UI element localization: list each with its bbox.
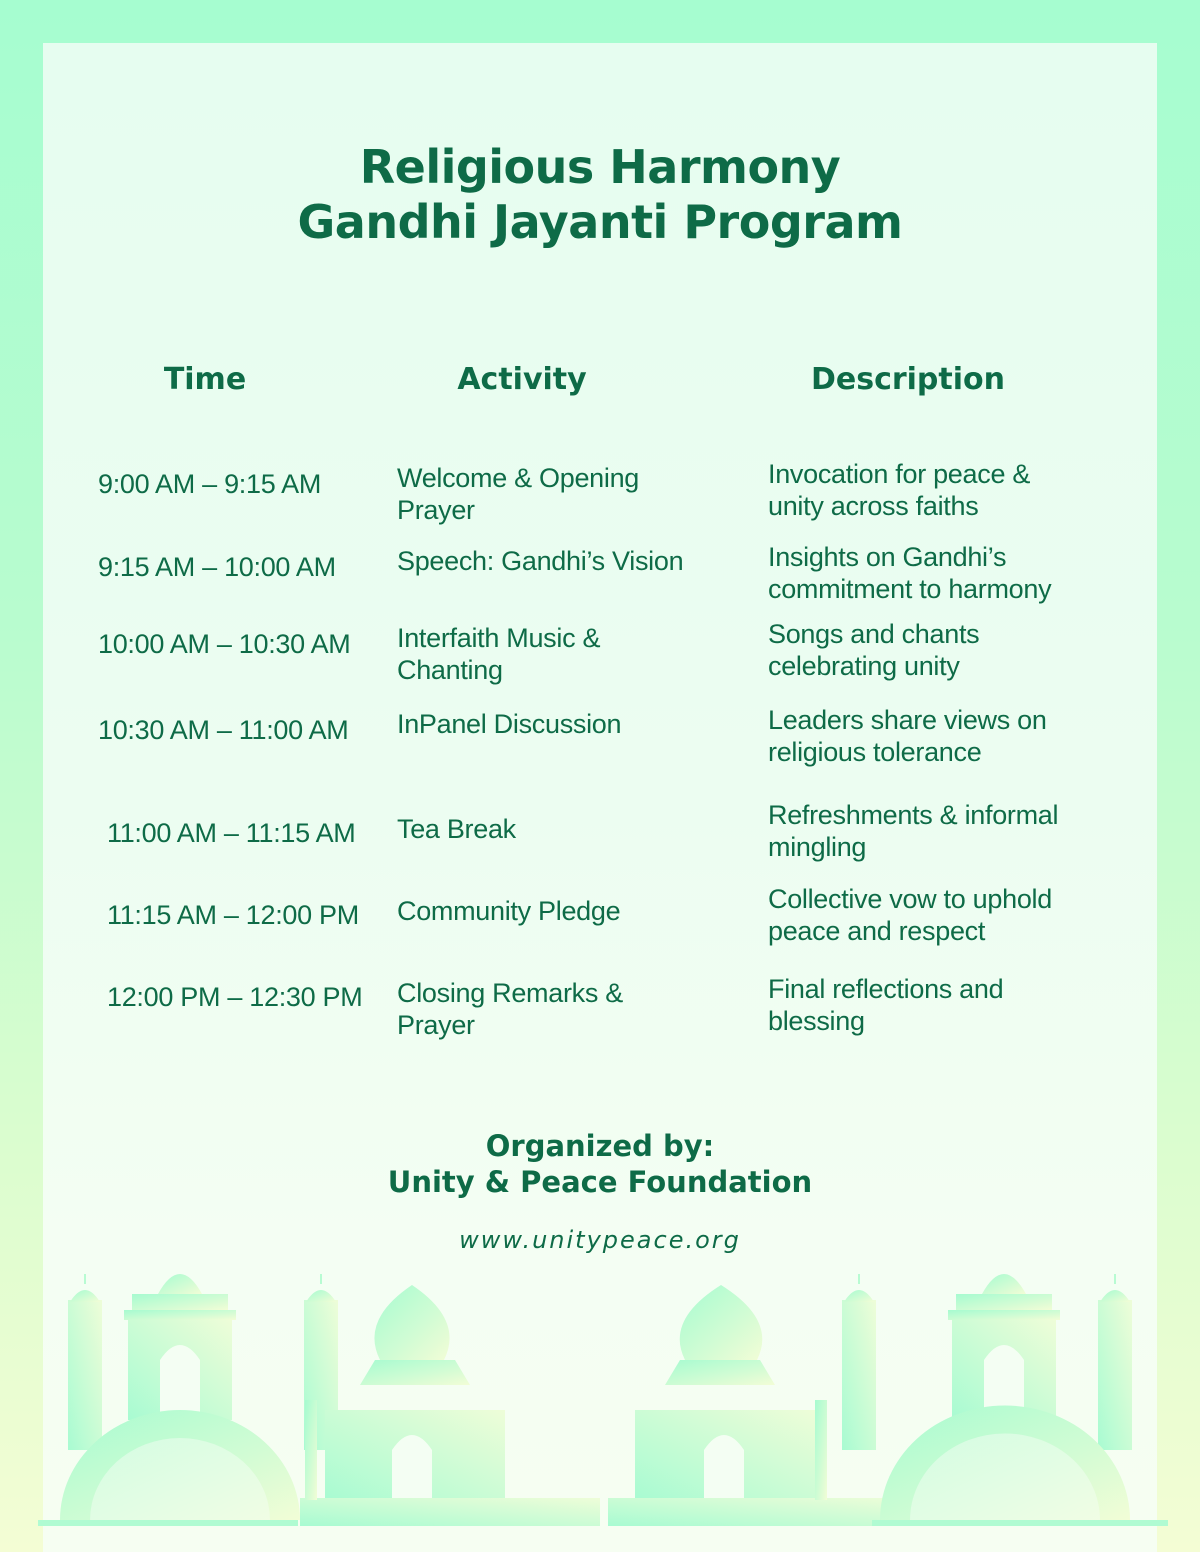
description-cell-line: unity across faiths xyxy=(768,491,979,521)
activity-cell xyxy=(397,708,737,740)
website-link[interactable]: www.unitypeace.org xyxy=(459,1226,741,1254)
description-cell xyxy=(768,799,1108,863)
activity-cell-line: Prayer xyxy=(397,1010,475,1040)
header-activity: Activity xyxy=(457,362,587,397)
minaret-icon xyxy=(68,1274,102,1450)
organizer-block xyxy=(0,1128,1200,1200)
organization-name: Unity & Peace Foundation xyxy=(387,1165,813,1199)
organized-by-label: Organized by: xyxy=(485,1129,715,1163)
activity-cell-line: Prayer xyxy=(397,495,475,525)
description-cell-line: Final reflections and xyxy=(768,974,1004,1004)
activity-cell-line: Tea Break xyxy=(397,814,516,844)
description-cell xyxy=(768,973,1108,1037)
header-time: Time xyxy=(163,362,247,397)
description-cell-line: Invocation for peace & xyxy=(768,459,1031,489)
description-cell xyxy=(768,458,1108,522)
description-cell-line: celebrating unity xyxy=(768,651,960,681)
minaret-icon xyxy=(1098,1274,1132,1450)
activity-cell xyxy=(397,622,737,686)
activity-cell xyxy=(397,895,737,927)
activity-cell-line: Chanting xyxy=(397,655,503,685)
description-cell-line: religious tolerance xyxy=(768,737,982,767)
minaret-icon xyxy=(842,1274,876,1450)
description-cell-line: Refreshments & informal xyxy=(768,800,1059,830)
description-cell xyxy=(768,704,1108,768)
description-cell-line: Insights on Gandhi’s xyxy=(768,542,1007,572)
time-cell: 9:15 AM – 10:00 AM xyxy=(98,552,336,582)
description-cell-line: commitment to harmony xyxy=(768,574,1052,604)
activity-cell xyxy=(397,813,737,845)
description-cell-line: blessing xyxy=(768,1006,865,1036)
activity-cell xyxy=(397,977,737,1041)
description-cell xyxy=(768,883,1108,947)
description-cell-line: mingling xyxy=(768,832,867,862)
title-line-1: Religious Harmony xyxy=(359,140,841,194)
description-cell-line: Leaders share views on xyxy=(768,705,1047,735)
time-cell: 11:15 AM – 12:00 PM xyxy=(107,900,359,930)
ashoka-chakra-icon xyxy=(880,1405,1130,1520)
time-cell: 11:00 AM – 11:15 AM xyxy=(107,818,356,848)
activity-cell xyxy=(397,545,737,577)
time-cell: 10:30 AM – 11:00 AM xyxy=(98,715,349,745)
left-skyline-group xyxy=(38,1274,600,1526)
india-gate-icon xyxy=(124,1274,236,1420)
skyline-illustration xyxy=(0,1250,1200,1552)
page-title xyxy=(0,140,1200,250)
time-cell: 10:00 AM – 10:30 AM xyxy=(98,629,351,659)
time-cell: 12:00 PM – 12:30 PM xyxy=(107,982,363,1012)
activity-cell-line: Closing Remarks & xyxy=(397,978,623,1008)
taj-mahal-icon xyxy=(300,1285,600,1526)
description-cell xyxy=(768,618,1108,682)
title-line-2: Gandhi Jayanti Program xyxy=(297,195,903,249)
activity-cell-line: Welcome & Opening xyxy=(397,463,640,493)
header-description: Description xyxy=(810,362,1006,397)
activity-cell-line: Interfaith Music & xyxy=(397,623,601,653)
time-cell: 9:00 AM – 9:15 AM xyxy=(98,469,322,499)
description-cell xyxy=(768,541,1108,605)
activity-cell xyxy=(397,462,737,526)
activity-cell-line: InPanel Discussion xyxy=(397,709,622,739)
activity-cell-line: Community Pledge xyxy=(397,896,621,926)
activity-cell-line: Speech: Gandhi’s Vision xyxy=(397,546,684,576)
description-cell-line: Collective vow to uphold xyxy=(768,884,1052,914)
description-cell-line: Songs and chants xyxy=(768,619,980,649)
india-gate-icon xyxy=(948,1274,1060,1420)
description-cell-line: peace and respect xyxy=(768,916,986,946)
right-skyline-group xyxy=(608,1274,1168,1526)
